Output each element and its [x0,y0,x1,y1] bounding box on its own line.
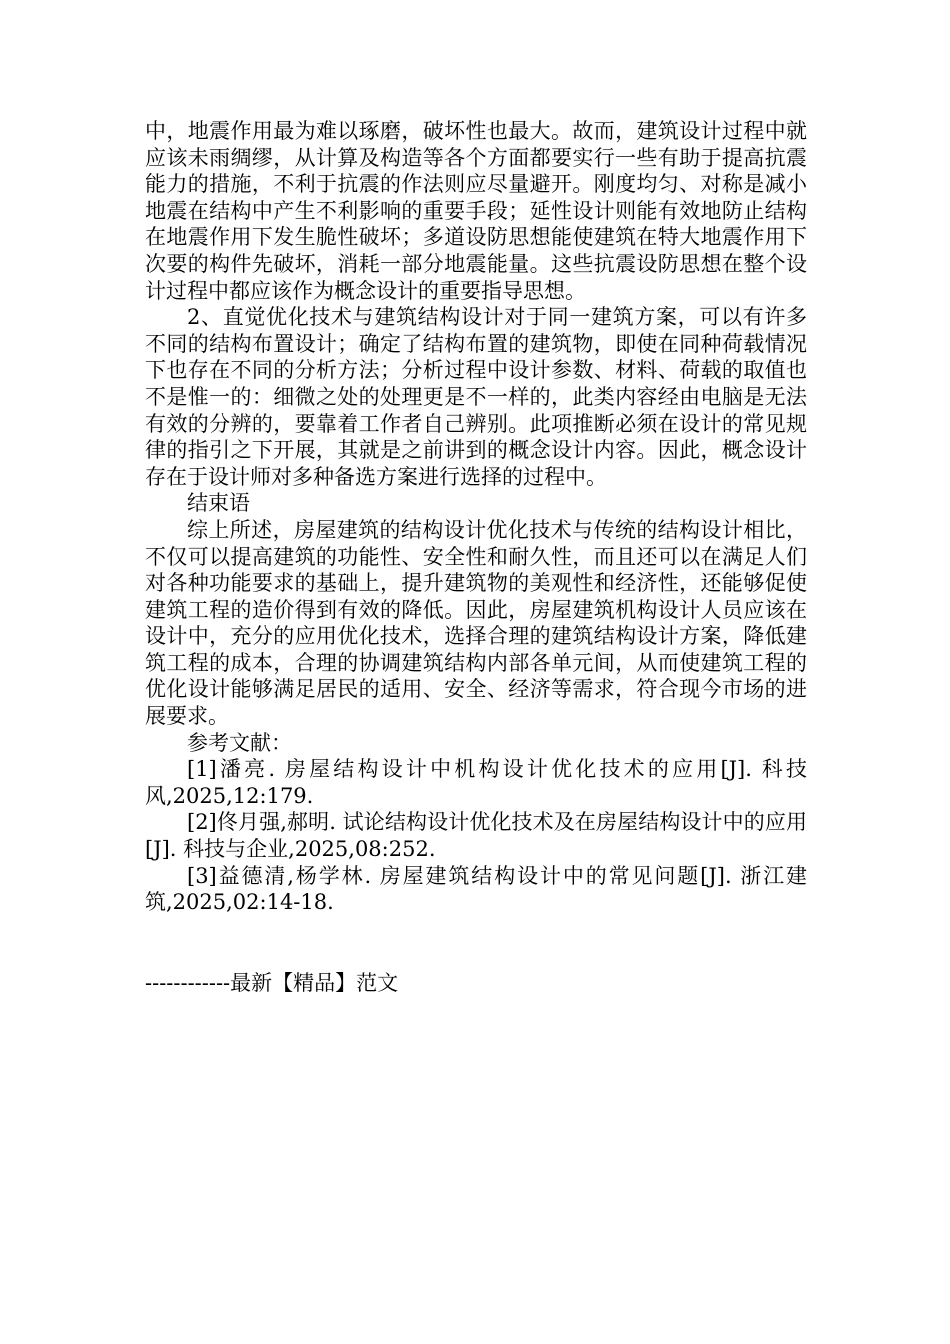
conclusion-heading: 结束语 [187,491,250,516]
reference-item-1: [1]潘亮. 房屋结构设计中机构设计优化技术的应用[J]. 科技风,2025,12:179. [145,757,807,808]
paragraph-intuitive-optimization: 2、直觉优化技术与建筑结构设计对于同一建筑方案，可以有许多不同的结构布置设计；确定了结构布置的建筑物，即使在同种荷载情况下也存在不同的分析方法；分析过程中设计参数、材料、荷载的取值也不是惟一的：细微之处的处理更是不一样的，此类内容经由电脑是无法有效的分辨的，要靠着工作者自己辨别。此项推断必须在设计的常见规律的指引之下开展，其就是之前讲到的概念设计内容。因此，概念设计存在于设计师对多种备选方案进行选择的过程中。 [145,305,807,489]
reference-item-3: [3]益德清,杨学林. 房屋建筑结构设计中的常见问题[J]. 浙江建筑,2025,02:14-18. [145,863,807,915]
footer-banner: ------------最新【精品】范文 [145,971,399,995]
reference-item-2: [2]佟月强,郝明. 试论结构设计优化技术及在房屋结构设计中的应用[J]. 科技与企业,2025,08:252. [145,810,807,862]
paragraph-conclusion: 综上所述，房屋建筑的结构设计优化技术与传统的结构设计相比，不仅可以提高建筑的功能性、安全性和耐久性，而且还可以在满足人们对各种功能要求的基础上，提升建筑物的美观性和经济性，还能够促使建筑工程的造价得到有效的降低。因此，房屋建筑机构设计人员应该在设计中，充分的应用优化技术，选择合理的建筑结构设计方案，降低建筑工程的成本，合理的协调建筑结构内部各单元间，从而使建筑工程的优化设计能够满足居民的适用、安全、经济等需求，符合现今市场的进展要求。 [145,517,807,729]
document-body [145,118,807,916]
references-heading: 参考文献： [187,730,292,755]
paragraph-seismic-design: 中，地震作用最为难以琢磨，破坏性也最大。故而，建筑设计过程中就应该未雨绸缪，从计算及构造等各个方面都要实行一些有助于提高抗震能力的措施，不利于抗震的作法则应尽量避开。刚度均匀、对称是减小地震在结构中产生不利影响的重要手段；延性设计则能有效地防止结构在地震作用下发生脆性破坏；多道设防思想能使建筑在特大地震作用下次要的构件先破坏，消耗一部分地震能量。这些抗震设防思想在整个设计过程中都应该作为概念设计的重要指导思想。 [145,119,807,303]
